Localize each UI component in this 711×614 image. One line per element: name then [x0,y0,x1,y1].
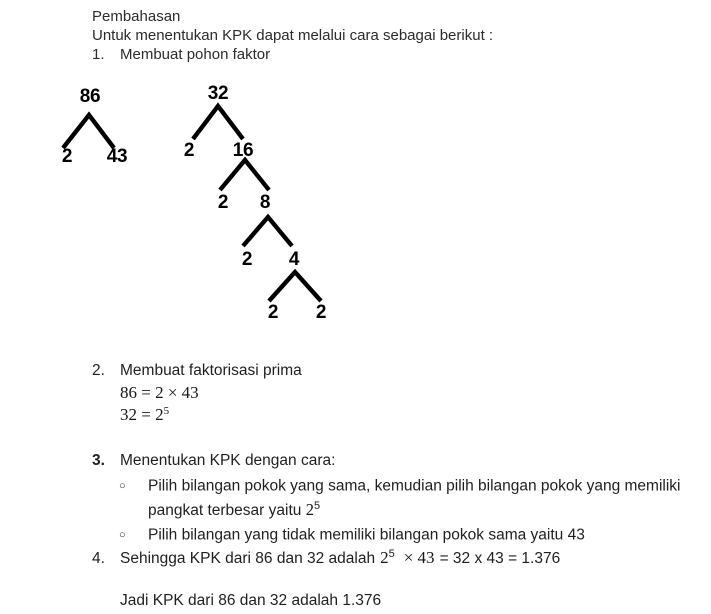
bullet-item-1-text: Pilih bilangan pokok yang sama, kemudian pilih bilangan pokok yang memiliki [148,477,681,495]
tree-86-root: 86 [79,86,101,107]
tree-86-branch [63,115,114,148]
list-item-1 [92,45,270,64]
result-power-base: 2 [380,548,389,567]
conclusion-text: Jadi KPK dari 86 dan 32 adalah 1.376 [120,592,382,609]
list-item-3-number: 3. [92,452,105,469]
list-item-4 [92,548,560,570]
tree-32-l3-right: 4 [288,249,300,270]
tree-32-l1-left: 2 [183,140,195,161]
tree-32-l4-right: 2 [315,302,327,323]
tree-32-branch-level-4 [269,272,321,301]
list-item-3 [92,451,335,471]
list-item-4-number: 4. [92,550,105,567]
list-item-1-number: 1. [92,46,105,63]
tree-86-leaf-left: 2 [61,146,73,167]
power-term-exponent: 5 [313,500,321,512]
result-times-43: × 43 [403,548,435,567]
tree-32-l4-left: 2 [267,302,279,323]
bullet-item-2 [119,525,585,546]
tree-32-l2-left: 2 [217,192,229,213]
tree-32-branch-level-1 [193,106,243,139]
page-title: Pembahasan [92,8,181,25]
circle-bullet-icon: ○ [119,480,126,492]
list-item-1-text: Membuat pohon faktor [120,46,271,63]
equation-86: 86 = 2 × 43 [120,383,199,402]
result-power-exponent: 5 [388,548,395,560]
bullet-item-1-line-1 [119,476,680,497]
equation-32-base: 32 = 2 [120,405,164,424]
list-item-4-text-pre: Sehingga KPK dari 86 dan 32 adalah [120,550,376,567]
tree-32-l1-right: 16 [232,140,254,161]
list-item-2 [92,361,302,381]
tree-32-branch-level-2 [220,160,269,190]
equation-32 [120,405,169,425]
bullet-item-1-line-2 [148,500,320,522]
tree-32-branch-level-3 [243,217,292,246]
list-item-3-text: Menentukan KPK dengan cara: [120,452,336,469]
list-item-2-text: Membuat faktorisasi prima [120,362,302,379]
tree-32-root: 32 [207,83,229,104]
circle-bullet-icon: ○ [119,529,126,541]
list-item-4-text-post: = 32 x 43 = 1.376 [439,550,561,567]
intro-sentence: Untuk menentukan KPK dapat melalui cara sebagai berikut : [92,27,494,44]
bullet-item-2-text: Pilih bilangan yang tidak memiliki bilangan pokok sama yaitu 43 [148,526,585,544]
list-item-2-number: 2. [92,362,105,379]
tree-32-l2-right: 8 [259,192,271,213]
tree-32-l3-left: 2 [241,249,253,270]
power-term-base: 2 [305,500,314,519]
tree-86-leaf-right: 43 [106,146,128,167]
bullet-item-1-line-2-text: pangkat terbesar yaitu [148,502,306,519]
equation-32-exponent: 5 [163,405,170,417]
